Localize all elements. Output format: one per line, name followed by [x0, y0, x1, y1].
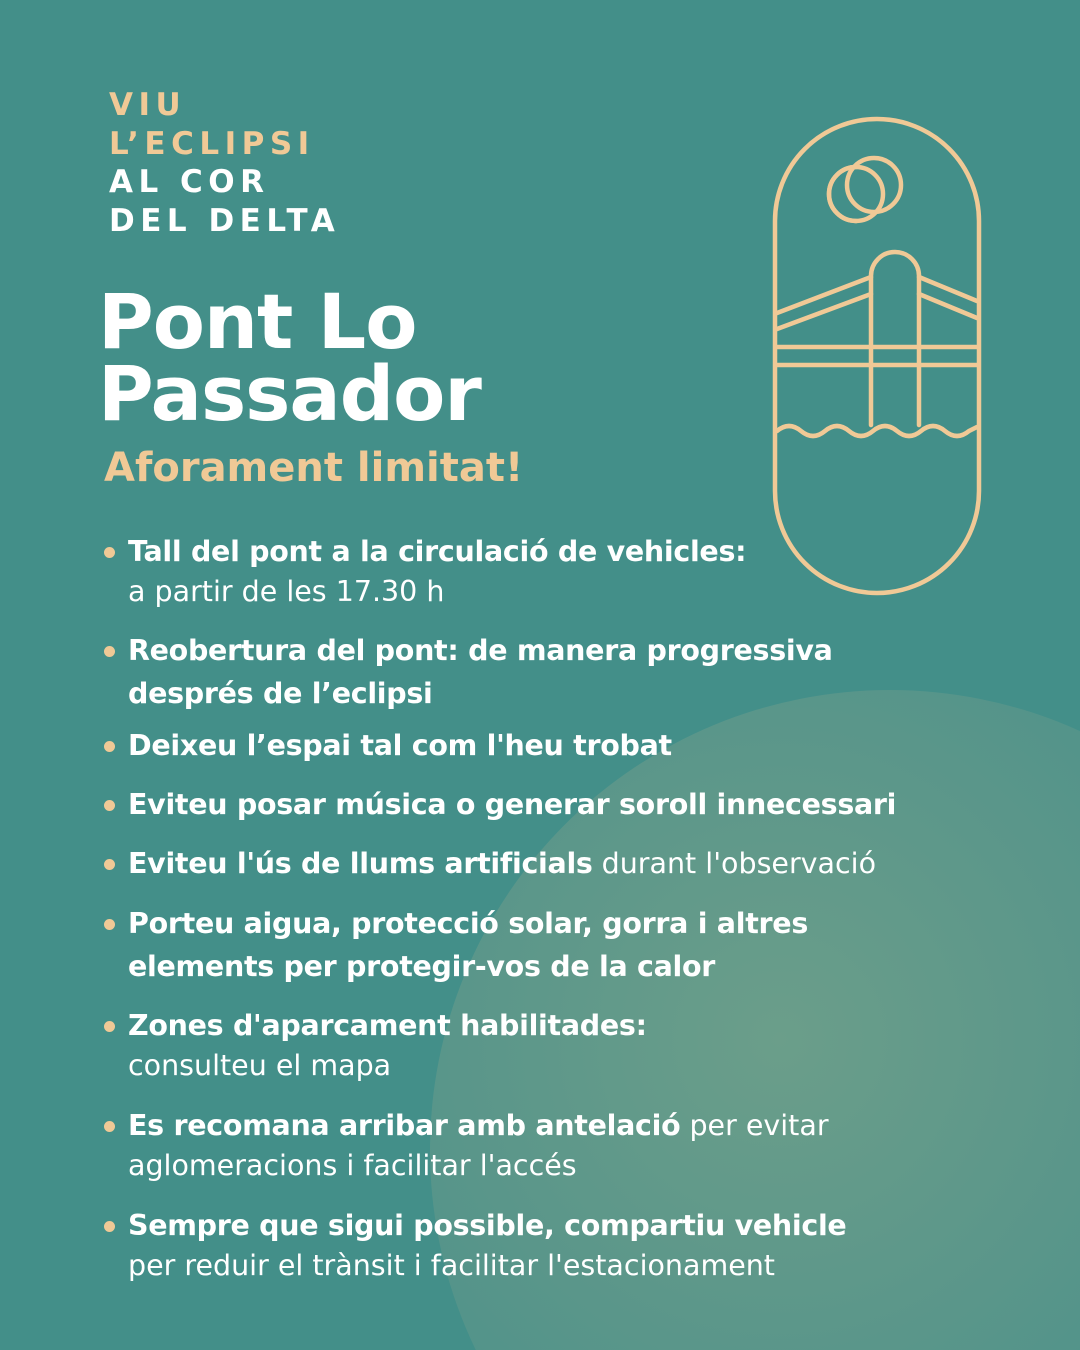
- bullet-icon: [104, 547, 115, 558]
- list-item: [104, 844, 876, 884]
- bullet-icon: [104, 919, 115, 930]
- item-regular: a partir de les 17.30 h: [128, 575, 445, 608]
- kicker-line-3: AL COR: [109, 164, 270, 200]
- list-item: [104, 1106, 829, 1186]
- kicker-line-1: VIU: [109, 87, 187, 123]
- item-regular: per reduir el trànsit i facilitar l'estacionament: [128, 1249, 775, 1282]
- kicker-line-2: L’ECLIPSI: [109, 125, 315, 162]
- kicker-line-4: DEL DELTA: [109, 202, 341, 239]
- bullet-icon: [104, 800, 115, 811]
- list-item: [104, 904, 808, 987]
- title-line-1: Pont Lo: [98, 277, 417, 366]
- eclipse-bridge-emblem-icon: [770, 115, 984, 599]
- item-bold: Porteu aigua, protecció solar, gorra i altres: [128, 907, 808, 940]
- item-bold: Deixeu l’espai tal com l'heu trobat: [128, 729, 672, 762]
- bullet-icon: [104, 1221, 115, 1232]
- item-bold: Sempre que sigui possible, compartiu vehicle: [128, 1209, 847, 1242]
- page-title: [98, 277, 481, 438]
- list-item: [104, 631, 833, 714]
- item-regular: consulteu el mapa: [128, 1049, 392, 1082]
- list-item: [104, 532, 746, 612]
- item-regular: durant l'observació: [601, 847, 877, 880]
- list-item: [104, 726, 672, 766]
- capacity-notice: Aforament limitat!: [104, 445, 524, 491]
- list-item: [104, 1206, 846, 1286]
- bullet-icon: [104, 859, 115, 870]
- bullet-icon: [104, 1021, 115, 1032]
- item-regular: per evitar: [689, 1109, 829, 1142]
- bullet-icon: [104, 646, 115, 657]
- item-bold: Es recomana arribar amb antelació: [128, 1109, 681, 1142]
- item-bold: Tall del pont a la circulació de vehicles:: [128, 535, 747, 568]
- list-item: [104, 785, 896, 825]
- item-bold-continued: després de l’eclipsi: [128, 677, 433, 710]
- item-regular-continued: aglomeracions i facilitar l'accés: [128, 1149, 577, 1182]
- item-bold-continued: elements per protegir-vos de la calor: [128, 950, 716, 983]
- title-line-2: Passador: [98, 349, 481, 438]
- event-kicker: [109, 86, 340, 240]
- item-bold: Zones d'aparcament habilitades:: [128, 1009, 647, 1042]
- list-item: [104, 1006, 647, 1086]
- bullet-icon: [104, 1121, 115, 1132]
- item-bold: Reobertura del pont: de manera progressiva: [128, 634, 833, 667]
- bullet-icon: [104, 741, 115, 752]
- item-bold: Eviteu posar música o generar soroll innecessari: [128, 788, 897, 821]
- item-bold: Eviteu l'ús de llums artificials: [128, 847, 593, 880]
